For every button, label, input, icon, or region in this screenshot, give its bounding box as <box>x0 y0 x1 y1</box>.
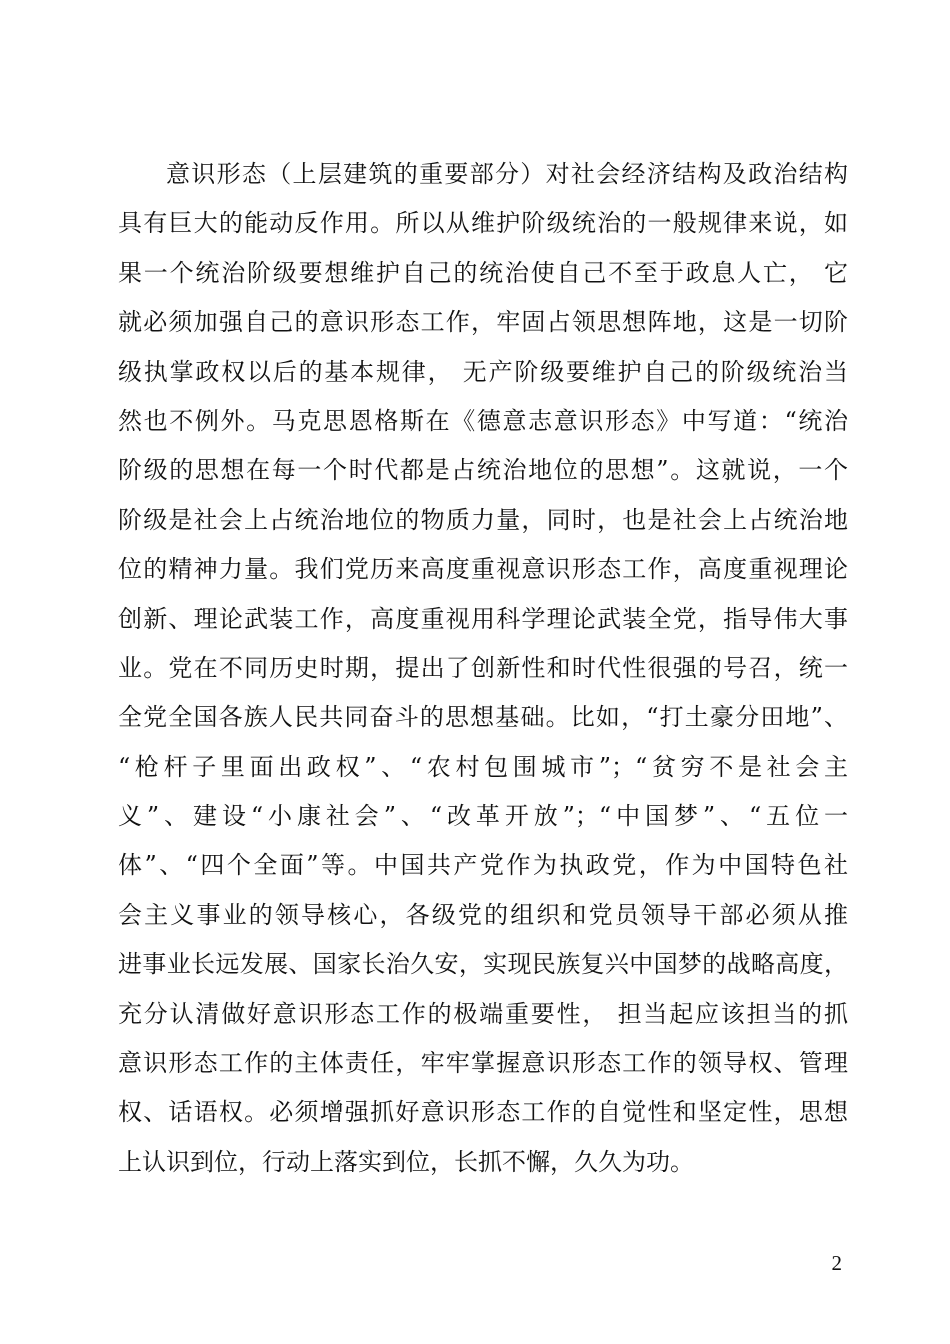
paragraph-line: 果一个统治阶级要想维护自己的统治使自己不至于政息人亡， 它 <box>118 258 848 287</box>
paragraph-line: “枪杆子里面出政权”、“农村包围城市”；“贫穷不是社会主 <box>118 752 848 781</box>
paragraph-line: 级执掌政权以后的基本规律， 无产阶级要维护自己的阶级统治当 <box>118 357 848 386</box>
paragraph-line: 具有巨大的能动反作用。所以从维护阶级统治的一般规律来说，如 <box>118 209 848 238</box>
paragraph-line: 权、话语权。必须增强抓好意识形态工作的自觉性和坚定性，思想 <box>118 1098 848 1127</box>
paragraph-line: 创新、理论武装工作，高度重视用科学理论武装全党，指导伟大事 <box>118 604 848 633</box>
paragraph-line: 阶级是社会上占统治地位的物质力量，同时，也是社会上占统治地 <box>118 505 848 534</box>
paragraph-line: 就必须加强自己的意识形态工作，牢固占领思想阵地，这是一切阶 <box>118 308 848 337</box>
paragraph-line: 体”、“四个全面”等。中国共产党作为执政党，作为中国特色社 <box>118 851 848 880</box>
paragraph-line: 全党全国各族人民共同奋斗的思想基础。比如，“打土豪分田地”、 <box>118 703 848 732</box>
paragraph-line: 义”、建设“小康社会”、“改革开放”；“中国梦”、“五位一 <box>118 802 848 831</box>
paragraph-line: 进事业长远发展、国家长治久安，实现民族复兴中国梦的战略高度， <box>118 950 848 979</box>
body-paragraph <box>118 150 848 1187</box>
paragraph-line: 充分认清做好意识形态工作的极端重要性， 担当起应该担当的抓 <box>118 999 848 1028</box>
paragraph-line: 位的精神力量。我们党历来高度重视意识形态工作，高度重视理论 <box>118 555 848 584</box>
paragraph-line: 会主义事业的领导核心，各级党的组织和党员领导干部必须从推 <box>118 900 848 929</box>
paragraph-line: 阶级的思想在每一个时代都是占统治地位的思想”。这就说，一个 <box>118 456 848 485</box>
paragraph-line: 意识形态（上层建筑的重要部分）对社会经济结构及政治结构 <box>166 160 848 188</box>
paragraph-line: 然也不例外。马克思恩格斯在《德意志意识形态》中写道：“统治 <box>118 406 848 435</box>
paragraph-line: 业。党在不同历史时期，提出了创新性和时代性很强的号召，统一 <box>118 653 848 682</box>
paragraph-line: 意识形态工作的主体责任，牢牢掌握意识形态工作的领导权、管理 <box>118 1049 848 1078</box>
page-number: 2 <box>831 1251 842 1275</box>
paragraph-line: 上认识到位，行动上落实到位，长抓不懈，久久为功。 <box>118 1147 694 1176</box>
